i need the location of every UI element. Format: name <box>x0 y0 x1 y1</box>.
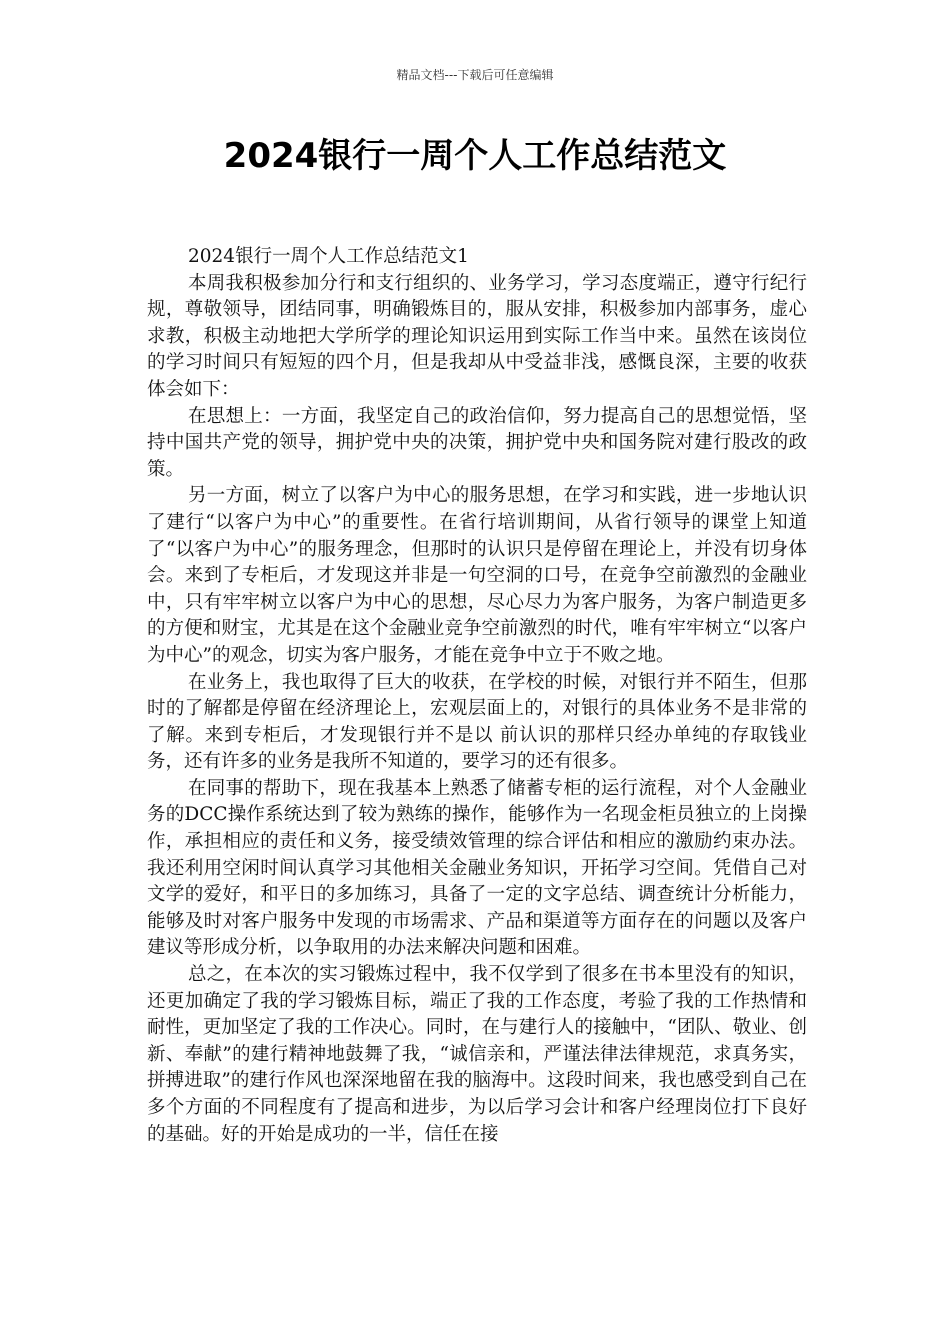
document-title: 2024银行一周个人工作总结范文 <box>223 136 727 176</box>
paragraph-skills: 在同事的帮助下，现在我基本上熟悉了储蓄专柜的运行流程，对个人金融业务的DCC操作系统达到了较为熟练的操作，能够作为一名现金柜员独立的上岗操作，承担相应的责任和义务，接受绩效管理的综合评估和相应的激励约束办法。我还利用空闲时间认真学习其他相关金融业务知识，开拓学习空间。凭借自己对文学的爱好，和平日的多加练习，具备了一定的文字总结、调查统计分析能力，能够及时对客户服务中发现的市场需求、产品和渠道等方面存在的问题以及客户建议等形成分析，以争取用的办法来解决问题和困难。 <box>147 777 807 959</box>
paragraph-summary: 总之，在本次的实习锻炼过程中，我不仅学到了很多在书本里没有的知识，还更加确定了我的学习锻炼目标，端正了我的工作态度，考验了我的工作热情和耐性，更加坚定了我的工作决心。同时，在与建行人的接触中，“团队、敬业、创新、奉献”的建行精神地鼓舞了我，“诚信亲和，严谨法律法律规范，求真务实，拼搏进取”的建行作风也深深地留在我的脑海中。这段时间来，我也感受到自己在多个方面的不同程度有了提高和进步，为以后学习会计和客户经理岗位打下良好的基础。好的开始是成功的一半，信任在接 <box>147 964 807 1145</box>
paragraph-thought: 在思想上：一方面，我坚定自己的政治信仰，努力提高自己的思想觉悟，坚持中国共产党的领导，拥护党中央的决策，拥护党中央和国务院对建行股改的政策。 <box>147 405 807 480</box>
paragraph-service: 另一方面，树立了以客户为中心的服务思想，在学习和实践，进一步地认识了建行“以客户为中心”的重要性。在省行培训期间，从省行领导的课堂上知道了“以客户为中心”的服务理念，但那时的认识只是停留在理论上，并没有切身体会。来到了专柜后，才发现这并非是一句空洞的口号，在竞争空前激烈的金融业中，只有牢牢树立以客户为中心的思想，尽心尽力为客户服务，为客户制造更多的方便和财宝，尤其是在这个金融业竞争空前激烈的时代，唯有牢牢树立“以客户为中心”的观念，切实为客户服务，才能在竞争中立于不败之地。 <box>147 485 807 666</box>
document-subtitle: 2024银行一周个人工作总结范文1 <box>188 246 469 267</box>
document-body <box>147 244 807 1148</box>
paragraph-business: 在业务上，我也取得了巨大的收获，在学校的时候，对银行并不陌生，但那时的了解都是停留在经济理论上，宏观层面上的，对银行的具体业务不是非常的了解。来到专柜后，才发现银行并不是以 前认识的那样只经办单纯的存取钱业务，还有许多的业务是我所不知道的，要学习的还有很多。 <box>147 671 807 773</box>
paragraph-intro: 本周我积极参加分行和支行组织的、业务学习，学习态度端正，遵守行纪行规，尊敬领导，团结同事，明确锻炼目的，服从安排，积极参加内部事务，虚心求教，积极主动地把大学所学的理论知识运用到实际工作当中来。虽然在该岗位的学习时间只有短短的四个月，但是我却从中受益非浅，感慨良深，主要的收获体会如下： <box>147 272 807 400</box>
header-note: 精品文档---下载后可任意编辑 <box>396 68 554 82</box>
